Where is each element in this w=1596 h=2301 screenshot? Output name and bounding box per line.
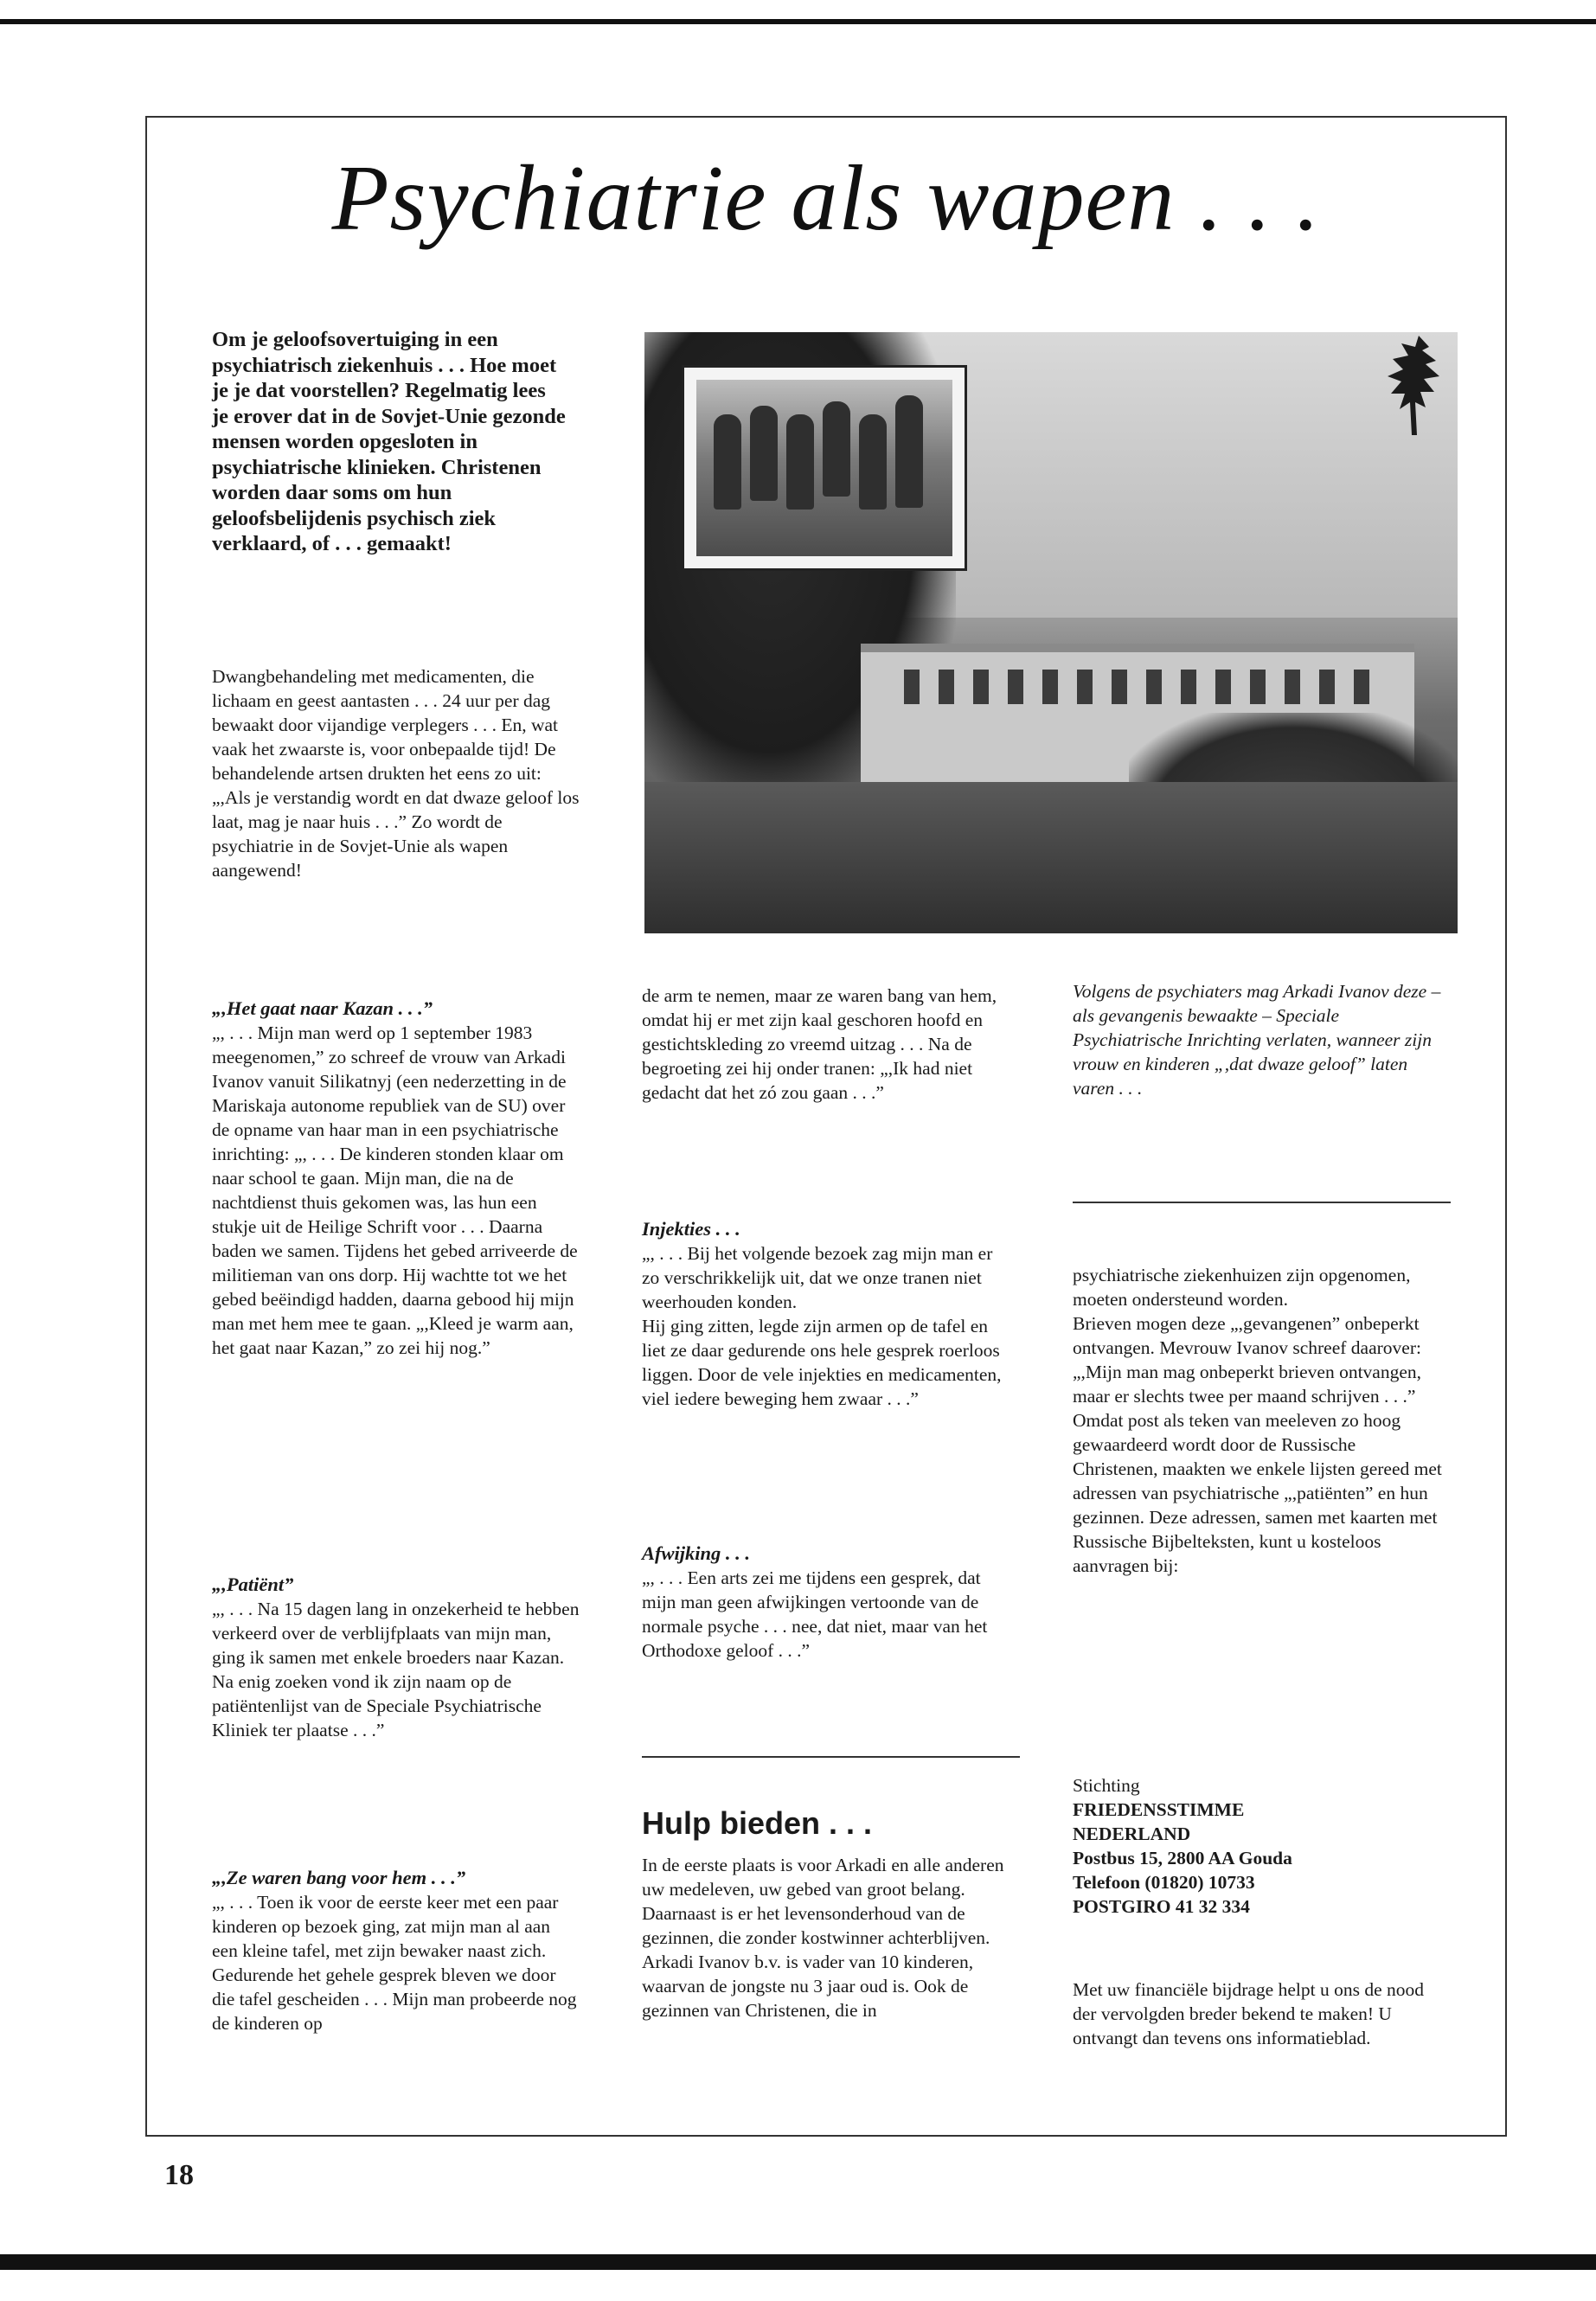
afwijking-text: „, . . . Een arts zei me tijdens een gesprek, dat mijn man geen afwijkingen vertoonde van de normale psyche . . . nee, dat niet, maar van het Orthodoxe geloof . . .” <box>642 1567 988 1661</box>
caption-text: Volgens de psychiaters mag Arkadi Ivanov deze – als gevangenis bewaakte – Speciale Psychiatrische Inrichting verlaten, wanneer zijn vrouw en kinderen „,dat dwaze geloof” laten varen . . . <box>1073 981 1441 1099</box>
hulp-heading: Hulp bieden . . . <box>642 1805 873 1841</box>
family-photo <box>682 365 967 571</box>
patient-text: „, . . . Na 15 dagen lang in onzekerheid te hebben verkeerd over de verblijfplaats van mijn man, ging ik samen met enkele broeders naar Kazan. Na enig zoeken vond ik zijn naam op de patiëntenlijst van de Speciale Psychiatrische Kliniek ter plaatse . . .” <box>212 1599 580 1740</box>
address-line-5: Telefoon (01820) 10733 <box>1073 1872 1255 1893</box>
contact-address <box>1073 1773 1445 1919</box>
page-number: 18 <box>164 2159 194 2191</box>
intro-text: Om je geloofsovertuiging in een psychiatrisch ziekenhuis . . . Hoe moet je je dat voorstellen? Regelmatig lees je erover dat in de Sovjet-Unie gezonde mensen worden opgesloten in psychiatrische klinieken. Christenen worden daar soms om hun geloofsbelijdenis psychisch ziek verklaard, of . . . gemaakt! <box>212 328 566 555</box>
column-divider <box>642 1756 1020 1758</box>
section-hulp <box>642 1853 1014 2022</box>
brieven-text: Brieven mogen deze „,gevangenen” onbeperkt ontvangen. Mevrouw Ivanov schreef daarover: „,Mijn man mag onbeperkt brieven ontvangen, maar er slechts twee per maand schrijven . . .” <box>1073 1313 1422 1407</box>
top-border <box>0 19 1596 24</box>
closing-text: Met uw financiële bijdrage helpt u ons de nood der vervolgden breder bekend te maken! U ontvangt dan tevens ons informatieblad. <box>1073 1979 1425 2048</box>
section-afwijking <box>642 1541 1010 1663</box>
section-patient <box>212 1573 580 1742</box>
hulp-text-2: Daarnaast is er het levensonderhoud van de gezinnen, die zonder kostwinner achterblijven. Arkadi Ivanov b.v. is vader van 10 kinderen, waarvan de jongste nu 3 jaar oud is. Ook de gezinnen van Christenen, die in <box>642 1903 990 2021</box>
kazan-heading: „,Het gaat naar Kazan . . .” <box>212 997 433 1019</box>
bang-continued-text: de arm te nemen, maar ze waren bang van hem, omdat hij er met zijn kaal geschoren hoofd en gestichtskleding zo vreemd uitzag . . . Na de begroeting zei hij onder tranen: „,Ik had niet gedacht dat het zó zou gaan . . .” <box>642 985 997 1103</box>
injekties-heading: Injekties . . . <box>642 1218 740 1240</box>
address-line-3: NEDERLAND <box>1073 1823 1191 1844</box>
injekties-text: „, . . . Bij het volgende bezoek zag mijn man er zo verschrikkelijk uit, dat we onze tranen niet weerhouden konden. <box>642 1243 993 1312</box>
address-line-1: Stichting <box>1073 1775 1140 1796</box>
kazan-text: „, . . . Mijn man werd op 1 september 1983 meegenomen,” zo schreef de vrouw van Arkadi Ivanov vanuit Silikatnyj (een nederzetting in de Mariskaja autonome republiek van de SU) over de opname van haar man in een psychiatrische inrichting: „, . . . De kinderen stonden klaar om naar school te gaan. Mijn man, die na de nachtdienst thuis gekomen was, las hun een stukje uit de Heilige Schrift voor . . . Daarna baden we samen. Tijdens het gebed arriveerde de militieman van ons dorp. Hij wachtte tot we het gebed beëindigd hadden, daarna gebood hij mijn man met hem mee te gaan. „,Kleed je warm aan, het gaat naar Kazan,” zo zei hij nog.” <box>212 1022 578 1358</box>
post-text: Omdat post als teken van meeleven zo hoog gewaardeerd wordt door de Russische Christenen, maakten we enkele lijsten gereed met adressen van psychiatrische „,patiënten” en hun gezinnen. Deze adressen, samen met kaarten met Russische Bijbelteksten, kunt u kosteloos aanvragen bij: <box>1073 1410 1442 1576</box>
bang-text: „, . . . Toen ik voor de eerste keer met een paar kinderen op bezoek ging, zat mijn man al aan een kleine tafel, met zijn bewaker naast zich. Gedurende het gehele gesprek bleven we door die tafel gescheiden . . . Mijn man probeerde nog de kinderen op <box>212 1892 577 2034</box>
address-line-2: FRIEDENSSTIMME <box>1073 1799 1245 1820</box>
article-title: Psychiatrie als wapen . . . <box>331 147 1321 250</box>
patient-heading: „,Patiënt” <box>212 1574 294 1595</box>
address-line-6: POSTGIRO 41 32 334 <box>1073 1896 1250 1917</box>
closing-note <box>1073 1977 1445 2050</box>
dwang-paragraph <box>212 664 580 882</box>
hulp-text: In de eerste plaats is voor Arkadi en alle anderen uw medeleven, uw gebed van groot belang. <box>642 1855 1004 1900</box>
dwang-text: Dwangbehandeling met medicamenten, die lichaam en geest aantasten . . . 24 uur per dag bewaakt door vijandige verplegers . . . En, wat vaak het zwaarste is, voor onbepaalde tijd! De behandelende artsen drukten het eens zo uit: „,Als je verstandig wordt en dat dwaze geloof los laat, mag je naar huis . . .” Zo wordt de psychiatrie in de Sovjet-Unie als wapen aangewend! <box>212 666 580 881</box>
injekties-text-2: Hij ging zitten, legde zijn armen op de tafel en liet ze daar gedurende ons hele gesprek roerloos liggen. Door de vele injekties en medicamenten, viel iedere beweging hem zwaar . . .” <box>642 1316 1002 1409</box>
caption-divider <box>1073 1202 1451 1203</box>
leaf-icon <box>1384 331 1448 439</box>
hulp-continued <box>1073 1263 1445 1578</box>
section-kazan <box>212 997 580 1360</box>
afwijking-heading: Afwijking . . . <box>642 1542 751 1564</box>
section-injekties <box>642 1217 1010 1411</box>
bottom-border <box>0 2254 1596 2270</box>
bang-continued <box>642 984 1010 1105</box>
bang-heading: „,Ze waren bang voor hem . . .” <box>212 1867 466 1888</box>
hulp-continued-text: psychiatrische ziekenhuizen zijn opgenomen, moeten ondersteund worden. <box>1073 1265 1411 1310</box>
photo-caption <box>1073 979 1445 1100</box>
address-line-4: Postbus 15, 2800 AA Gouda <box>1073 1848 1292 1868</box>
section-bang <box>212 1866 580 2035</box>
